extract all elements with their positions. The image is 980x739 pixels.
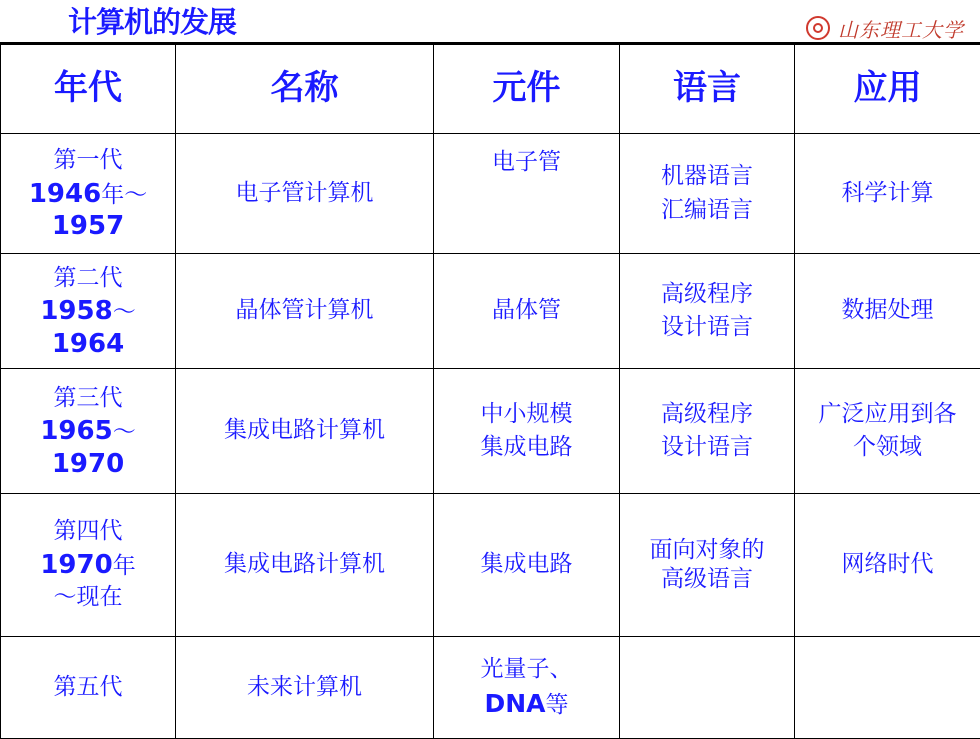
name-cell: 集成电路计算机 [176,494,434,637]
university-name: 山东理工大学 [838,14,964,43]
application-cell: 广泛应用到各 个领域 [795,369,980,494]
name-cell: 未来计算机 [176,637,434,739]
component-cell: 光量子、 DNA等 [434,637,620,739]
computer-generations-table [0,44,980,739]
era-cell: 第三代 1965～ 1970 [1,369,176,494]
university-logo [784,14,974,42]
table-row [1,637,980,739]
language-cell: 高级程序 设计语言 [620,369,795,494]
era-cell: 第四代 1970年 ～现在 [1,494,176,637]
component-cell: 晶体管 [434,254,620,369]
header-row [1,45,980,134]
name-cell: 集成电路计算机 [176,369,434,494]
application-cell: 科学计算 [795,134,980,254]
application-cell [795,637,980,739]
language-cell: 机器语言 汇编语言 [620,134,795,254]
table-row [1,134,980,254]
language-cell: 高级程序 设计语言 [620,254,795,369]
era-cell: 第二代 1958～ 1964 [1,254,176,369]
era-cell: 第一代 1946年～ 1957 [1,134,176,254]
page-title: 计算机的发展 [68,4,236,40]
table-row [1,254,980,369]
header-language: 语言 [620,45,795,134]
table-row [1,494,980,637]
header-name: 名称 [176,45,434,134]
name-cell: 晶体管计算机 [176,254,434,369]
table-row [1,369,980,494]
era-cell: 第五代 [1,637,176,739]
application-cell: 数据处理 [795,254,980,369]
language-cell [620,637,795,739]
header-application: 应用 [795,45,980,134]
component-cell: 中小规模 集成电路 [434,369,620,494]
university-seal-icon [806,16,830,40]
component-cell: 电子管 [434,134,620,254]
application-cell: 网络时代 [795,494,980,637]
header-component: 元件 [434,45,620,134]
language-cell: 面向对象的 高级语言 [620,494,795,637]
header-era: 年代 [1,45,176,134]
component-cell: 集成电路 [434,494,620,637]
name-cell: 电子管计算机 [176,134,434,254]
